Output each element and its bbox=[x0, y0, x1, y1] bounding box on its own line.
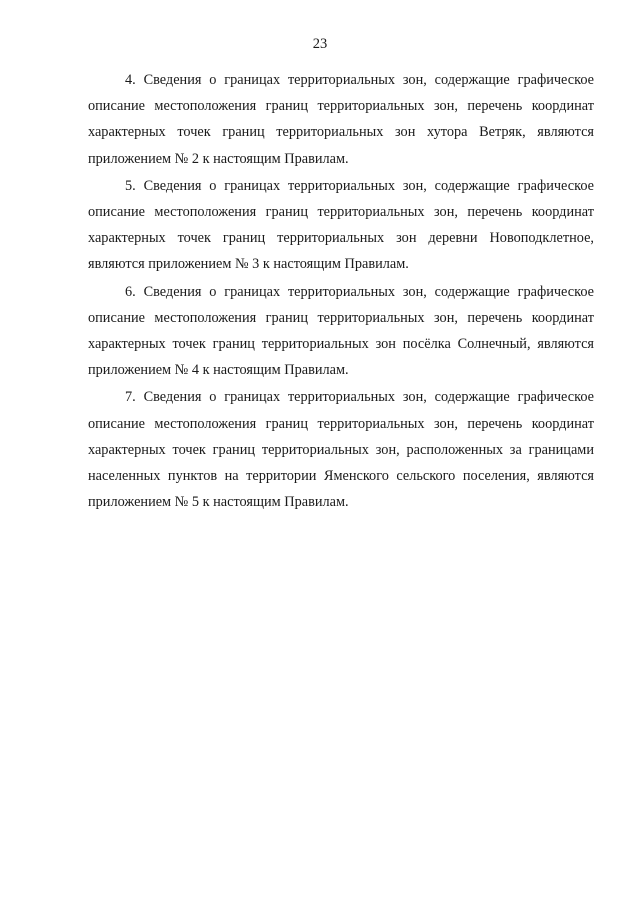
paragraph-6: 6. Сведения о границах территориальных зон, содержащие графическое описание местоположения границ территориальных зон, перечень координат характерных точек границ территориальных зон посёлка Солнечный, являются приложением № 4 к настоящим Правилам. bbox=[88, 283, 594, 379]
document-body bbox=[88, 67, 594, 516]
paragraph-4: 4. Сведения о границах территориальных зон, содержащие графическое описание местоположения границ территориальных зон, перечень координат характерных точек границ территориальных зон хутора Ветряк, являются приложением № 2 к настоящим Правилам. bbox=[88, 72, 594, 167]
page-number: 23 bbox=[312, 36, 328, 52]
paragraph-7: 7. Сведения о границах территориальных зон, содержащие графическое описание местоположения границ территориальных зон, перечень координат характерных точек границ территориальных зон, расположенных за границами населенных пунктов на территории Яменского сельского поселения, являются приложением № 5 к настоящим Правилам. bbox=[88, 389, 594, 511]
paragraph-5: 5. Сведения о границах территориальных зон, содержащие графическое описание местоположения границ территориальных зон, перечень координат характерных точек границ территориальных зон деревни Новоподклетное, являются приложением № 3 к настоящим Правилам. bbox=[88, 177, 594, 273]
